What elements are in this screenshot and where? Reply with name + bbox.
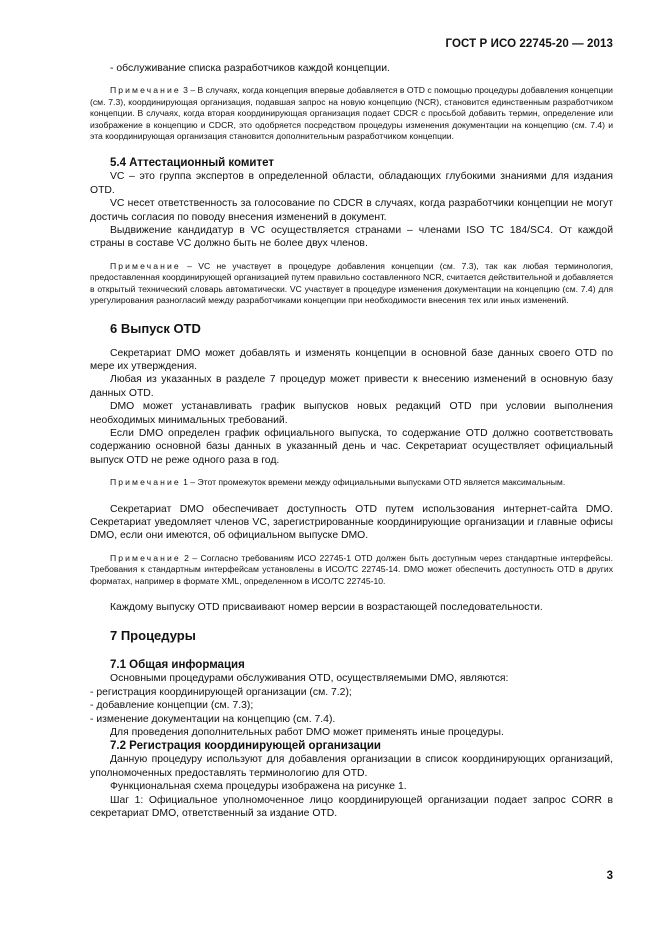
note-text: 2 – Согласно требованиям ИСО 22745-1 OTD должен быть доступным через стандартные интерфейсы. Требования к стандартным интерфейсам установлены в ИСО/ТС 22745-14. DMO может обеспечить доступность OTD в других форматах, например в формате XML, определенном в ИСО/ТС 22745-10. (90, 552, 613, 586)
page-number: 3 (606, 870, 613, 882)
paragraph: Выдвижение кандидатур в VC осуществляется странами – членами ISO TC 184/SC4. От каждой страны в составе VC должно быть не более двух членов. (90, 225, 613, 250)
paragraph: Секретариат DMO может добавлять и изменять концепции в основной базе данных своего OTD по мере их утверждения. (90, 347, 613, 372)
note-text: 3 – В случаях, когда концепция впервые добавляется в OTD с помощью процедуры добавления концепции (см. 7.3), координирующая организация, подавшая запрос на новую концепцию (NCR), становится единственным разработчиком концепции. В случаях, когда вторая координирующая организация подает CDCR с просьбой добавить термин, определение или изображение в концепцию и CDCR, это одобряется посредством процедуры изменения документации на концепцию (см. 7.4) и эта координирующая организация становится дополнительным разработчиком концепции. (90, 85, 613, 142)
note-text: – VC не участвует в процедуре добавления концепции (см. 7.3), так как любая терминология, предоставленная координирующей организацией путем правильно составленного NCR, считается действительной и добавляется в открытый технический словарь автоматически. VC участвует в процедуре изменения документации на концепцию (см. 7.4) для урегулирования разногласий между разработчиками концепции при необходимости внесения тех или иных изменений. (90, 260, 613, 306)
section-7-2-heading: 7.2 Регистрация координирующей организации (110, 740, 381, 753)
section-7-heading: 7 Процедуры (110, 628, 196, 644)
paragraph: Каждому выпуску OTD присваивают номер версии в возрастающей последовательности. (110, 602, 543, 613)
document-header: ГОСТ Р ИСО 22745-20 — 2013 (445, 38, 613, 50)
list-item: - добавление концепции (см. 7.3); (90, 700, 254, 712)
note-2 (90, 553, 613, 587)
list-item: - изменение документации на концепцию (см. 7.4). (90, 713, 336, 725)
note-label: Примечание (110, 477, 181, 488)
note-label: Примечание (110, 552, 181, 563)
note-3 (90, 85, 613, 142)
section-5-4-heading: 5.4 Аттестационный комитет (110, 157, 274, 170)
section-7-1-heading: 7.1 Общая информация (110, 659, 245, 672)
paragraph: Данную процедуру используют для добавления организации в список координирующих организаций, уполномоченных предоставлять терминологию для OTD. (90, 754, 613, 779)
note-text: 1 – Этот промежуток времени между официальными выпусками OTD является максимальным. (180, 477, 566, 488)
note-label: Примечание (110, 85, 181, 96)
paragraph: VC несет ответственность за голосование по CDCR в случаях, когда разработчики концепции не могут достичь согласия по поводу внесения изменений в документ. (90, 198, 613, 223)
list-item: - обслуживание списка разработчиков каждой концепции. (110, 63, 390, 74)
paragraph: DMO может устанавливать график выпусков новых редакций OTD при условии выполнения необходимых минимальных требований. (90, 401, 613, 426)
list-item: - регистрация координирующей организации (см. 7.2); (90, 686, 352, 698)
note-1 (90, 477, 613, 488)
paragraph: Любая из указанных в разделе 7 процедур может привести к внесению изменений в основную базу данных OTD. (90, 374, 613, 399)
paragraph: Если DMO определен график официального выпуска, то содержание OTD должно соответствовать содержанию основной базы данных в указанный день и час. Секретариат осуществляет официальный выпуск OTD не реже одного раза в год. (90, 427, 613, 466)
paragraph: Шаг 1: Официальное уполномоченное лицо координирующей организации подает запрос CORR в секретариат DMO, ответственный за издание OTD. (90, 794, 613, 820)
paragraph: Секретариат DMO обеспечивает доступность OTD путем использования интернет-сайта DMO. Секретариат уведомляет членов VC, зарегистрированные координирующие организации и главные офисы DMO, если они имеются, об официальном выпуске DMO. (90, 503, 613, 542)
paragraph: VC – это группа экспертов в определенной области, обладающих глубокими знаниями для издания OTD. (90, 171, 613, 196)
paragraph: Основными процедурами обслуживания OTD, осуществляемыми DMO, являются: (110, 673, 509, 685)
note (90, 261, 613, 307)
note-label: Примечание (110, 260, 181, 271)
section-6-heading: 6 Выпуск OTD (110, 320, 201, 336)
page-content (90, 62, 613, 820)
paragraph: Функциональная схема процедуры изображена на рисунке 1. (110, 781, 407, 793)
paragraph: Для проведения дополнительных работ DMO может применять иные процедуры. (110, 727, 504, 739)
